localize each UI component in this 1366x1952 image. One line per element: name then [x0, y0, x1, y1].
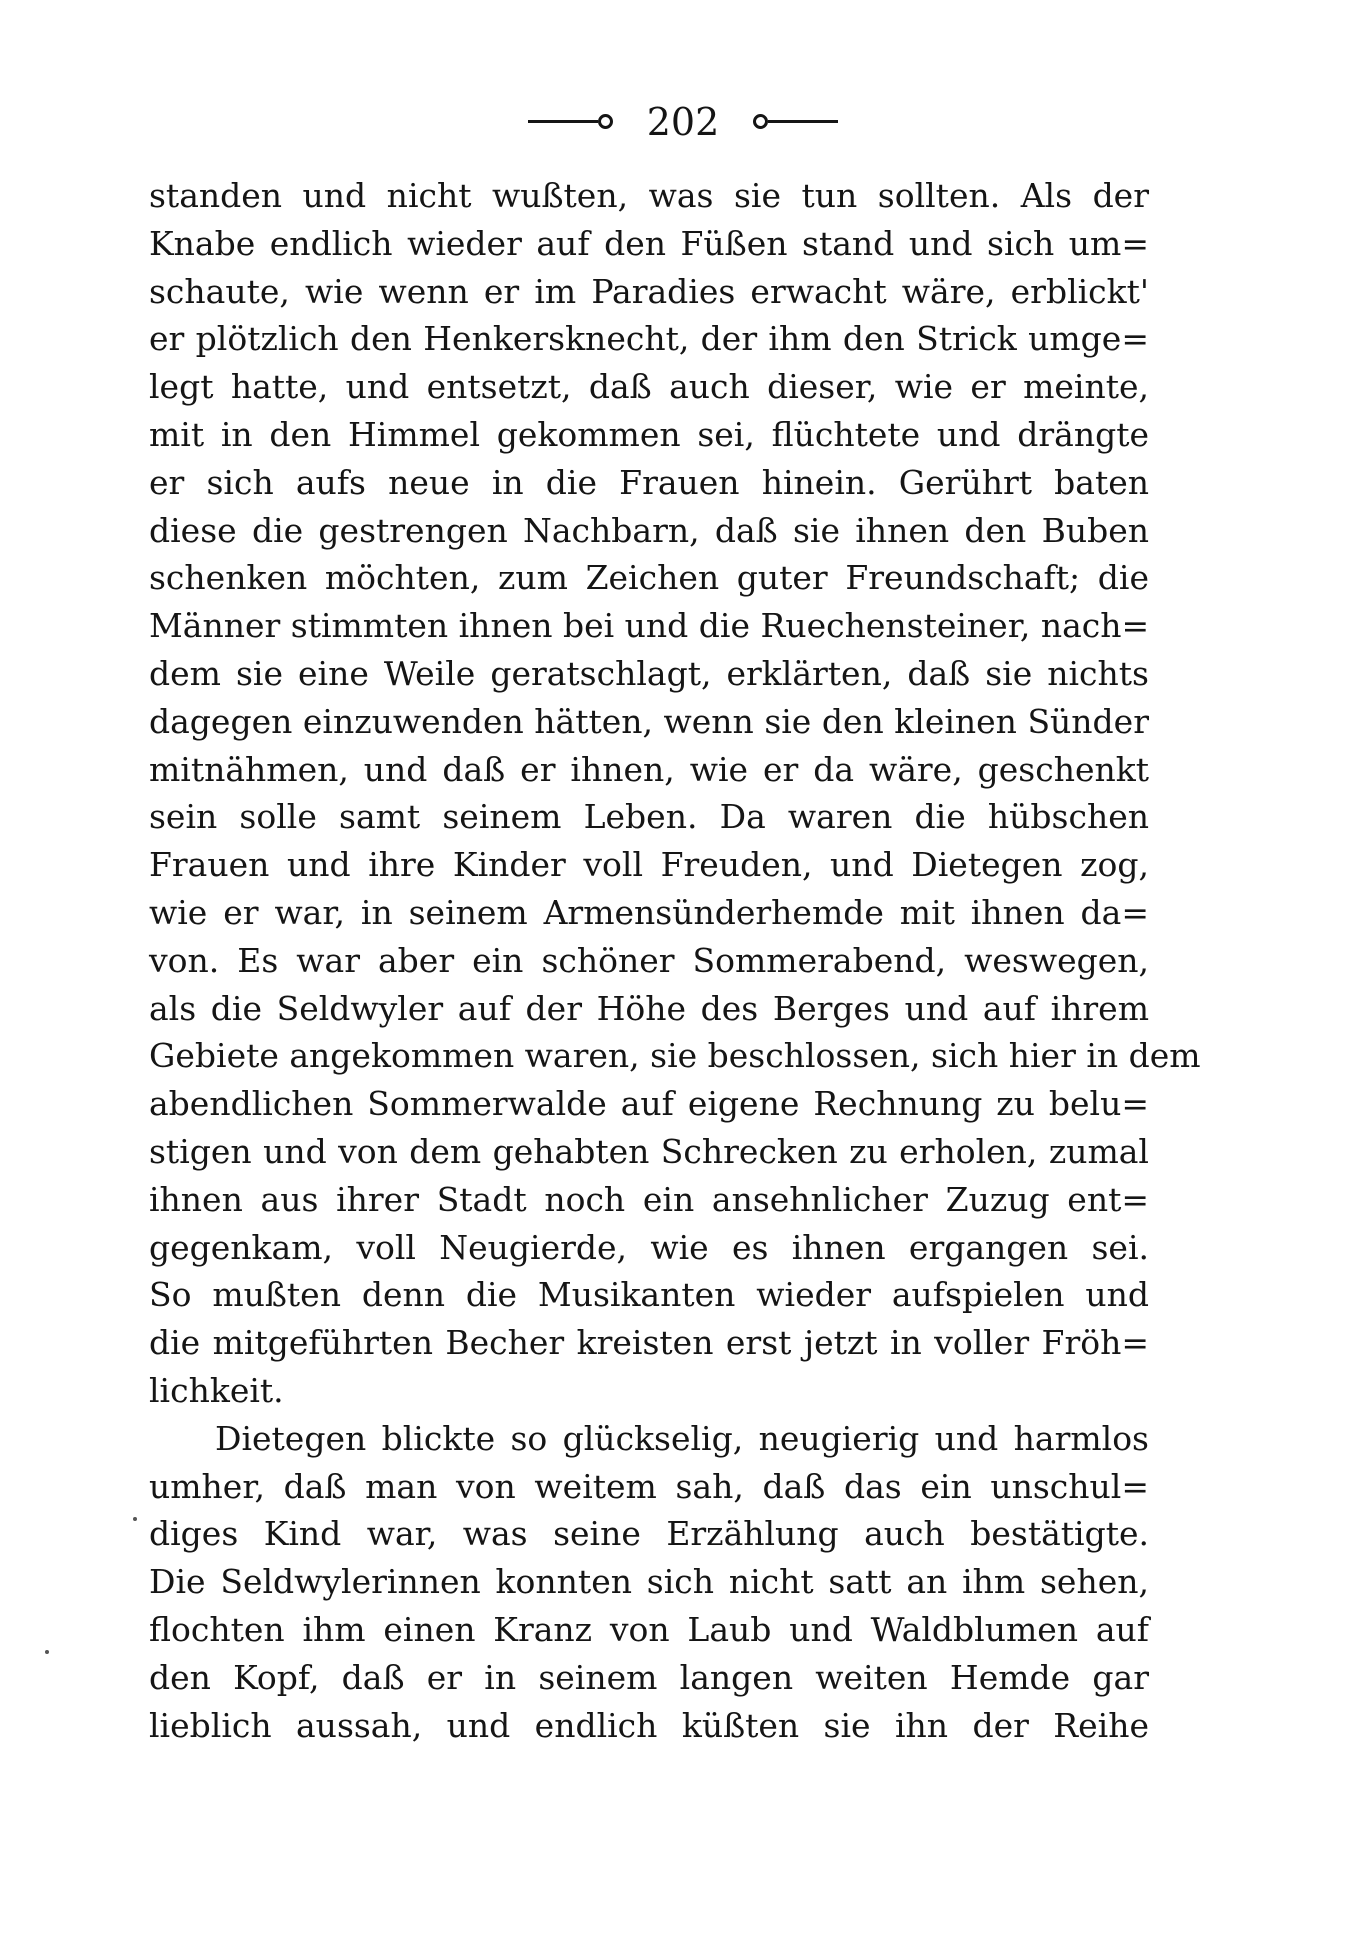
scan-speck — [133, 1517, 137, 1521]
ornament-rule-right — [768, 120, 838, 123]
text-line: diese die gestrengen Nachbarn, daß sie ihnen den Buben — [149, 510, 1149, 550]
text-line: gegenkam, voll Neugierde, wie es ihnen ergangen sei. — [149, 1227, 1149, 1267]
scan-speck — [45, 1650, 49, 1654]
text-line: mit in den Himmel gekommen sei, flüchtete und drängte — [149, 414, 1149, 454]
text-line: wie er war, in seinem Armensünderhemde mit ihnen da= — [149, 892, 1149, 932]
text-line: als die Seldwyler auf der Höhe des Berges und auf ihrem — [149, 988, 1149, 1028]
text-line: So mußten denn die Musikanten wieder aufspielen und — [149, 1275, 1149, 1315]
text-line: legt hatte, und entsetzt, daß auch dieser, wie er meinte, — [149, 367, 1149, 407]
text-line: dem sie eine Weile geratschlagt, erklärten, daß sie nichts — [149, 653, 1149, 693]
text-line: abendlichen Sommerwalde auf eigene Rechnung zu belu= — [149, 1084, 1149, 1124]
page-header — [0, 96, 1366, 144]
body-text — [149, 172, 1201, 1749]
text-line: schaute, wie wenn er im Paradies erwacht wäre, erblickt' — [149, 271, 1149, 311]
text-line: schenken möchten, zum Zeichen guter Freundschaft; die — [149, 558, 1149, 598]
text-line: die mitgeführten Becher kreisten erst jetzt in voller Fröh= — [149, 1323, 1149, 1363]
ornament-rule-left — [528, 120, 598, 123]
ornament-circle-left — [598, 114, 613, 129]
text-line: Dietegen blickte so glückselig, neugierig und harmlos — [215, 1418, 1149, 1458]
text-line: er plötzlich den Henkersknecht, der ihm den Strick umge= — [149, 319, 1149, 359]
text-line: von. Es war aber ein schöner Sommerabend, weswegen, — [149, 940, 1149, 980]
ornament-circle-right — [753, 114, 768, 129]
text-line: Knabe endlich wieder auf den Füßen stand und sich um= — [149, 223, 1149, 263]
page-number: 202 — [646, 99, 720, 144]
text-line: standen und nicht wußten, was sie tun sollten. Als der — [149, 176, 1149, 215]
text-line: Die Seldwylerinnen konnten sich nicht satt an ihm sehen, — [149, 1562, 1149, 1602]
text-line: umher, daß man von weitem sah, daß das ein unschul= — [149, 1466, 1149, 1506]
text-line: lieblich aussah, und endlich küßten sie ihn der Reihe — [149, 1705, 1149, 1745]
text-line: diges Kind war, was seine Erzählung auch bestätigte. — [149, 1514, 1149, 1554]
text-line: flochten ihm einen Kranz von Laub und Waldblumen auf — [149, 1609, 1149, 1649]
text-line: lichkeit. — [149, 1370, 284, 1410]
text-line: sein solle samt seinem Leben. Da waren die hübschen — [149, 797, 1149, 837]
text-line: dagegen einzuwenden hätten, wenn sie den kleinen Sünder — [149, 701, 1149, 741]
text-line: Männer stimmten ihnen bei und die Ruechensteiner, nach= — [149, 606, 1150, 646]
text-line: stigen und von dem gehabten Schrecken zu erholen, zumal — [149, 1131, 1149, 1171]
text-line: Gebiete angekommen waren, sie beschlossen, sich hier in dem — [149, 1036, 1201, 1076]
text-line: Frauen und ihre Kinder voll Freuden, und Dietegen zog, — [149, 845, 1149, 885]
text-line: den Kopf, daß er in seinem langen weiten Hemde gar — [149, 1657, 1149, 1697]
text-line: mitnähmen, und daß er ihnen, wie er da wäre, geschenkt — [149, 749, 1149, 789]
text-line: er sich aufs neue in die Frauen hinein. Gerührt baten — [149, 462, 1149, 502]
text-line: ihnen aus ihrer Stadt noch ein ansehnlicher Zuzug ent= — [149, 1179, 1149, 1219]
